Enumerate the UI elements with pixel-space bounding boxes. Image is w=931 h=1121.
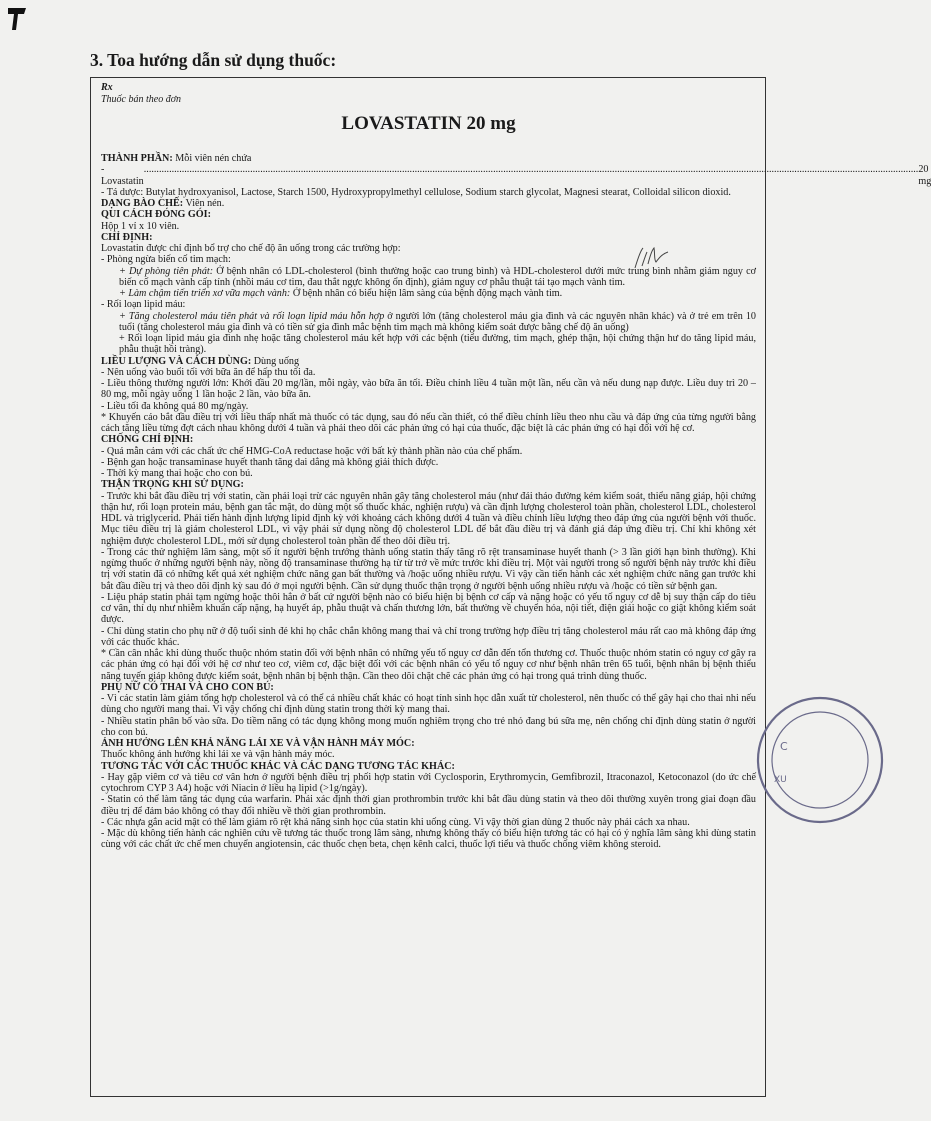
contraindications-heading: CHỐNG CHỈ ĐỊNH: bbox=[101, 434, 194, 446]
composition-heading-line bbox=[101, 153, 756, 164]
indications-intro: Lovastatin được chỉ định bổ trợ cho chế độ ăn uống trong các trường hợp: bbox=[101, 243, 401, 254]
interactions-line-2: - Statin có thể làm tăng tác dụng của warfarin. Phải xác định thời gian prothrombin trước khi bắt đầu dùng statin và theo dõi thường xuyên trong giai đoạn đầu điều trị để đảm bảo không có thay đổi nhiều về thời gian prothrombin. bbox=[101, 794, 756, 817]
precautions-para-4: - Chỉ dùng statin cho phụ nữ ở độ tuổi sinh đẻ khi họ chắc chắn không mang thai và chỉ trong trường hợp điều trị tăng cholesterol máu rất cao mà không đáp ứng với các thuốc khác. bbox=[101, 625, 756, 648]
contraindications-line-1: - Quá mẫn cảm với các chất ức chế HMG-CoA reductase hoặc với bất kỳ thành phần nào của chế phẩm. bbox=[101, 445, 523, 457]
packaging-value: Hộp 1 vỉ x 10 viên. bbox=[101, 220, 180, 232]
interactions-line-3: - Các nhựa gắn acid mật có thể làm giảm rõ rệt khả năng sinh học của statin khi uống cùng. Vì vậy thời gian dùng 2 thuốc này phải cách xa nhau. bbox=[101, 816, 690, 828]
rx-sublabel: Thuốc bán theo đơn bbox=[101, 94, 182, 105]
dosage-line-4: * Khuyến cáo bắt đầu điều trị với liều thấp nhất mà thuốc có tác dụng, sau đó nếu cần thiết, có thể điều chỉnh liều theo nhu cầu và đáp ứng của từng người bằng cách tăng liều từng đợt cách nhau không dưới 4 tuần và phải theo dõi các phản ứng có hại của thuốc, đặc biệt là các phản ứng có hại đối với hệ cơ. bbox=[101, 411, 756, 434]
leaflet-box bbox=[90, 77, 931, 1097]
precautions-para-5: * Cần cân nhắc khi dùng thuốc thuộc nhóm statin đối với bệnh nhân có những yếu tố nguy cơ dẫn đến tổn thương cơ. Thuốc thuộc nhóm statin có nguy cơ gây ra các phản ứng có hại đối với hệ cơ như teo cơ, viêm cơ, đặc biệt đối với các bệnh nhân có yếu tố nguy cơ như bệnh nhân trên 65 tuổi, bệnh nhân bị bệnh thiểu năng tuyến giáp không được kiểm soát, bệnh nhân bị bệnh thận. Cần theo dõi chặt chẽ các phản ứng có hại trong quá trình dùng thuốc. bbox=[101, 648, 756, 682]
indications-item1a-text: Ở bệnh nhân có LDL-cholesterol (bình thường hoặc cao trung bình) và HDL-cholesterol dưới mức trung bình nhằm giảm nguy cơ biến cố mạch vành cấp tính (nhồi máu cơ tim, đau thắt ngực không ổn định), giảm nguy cơ phẫu thuật tái tạo mạch vành tim. bbox=[119, 265, 756, 288]
driving-heading: ẢNH HƯỞNG LÊN KHẢ NĂNG LÁI XE VÀ VẬN HÀNH MÁY MÓC: bbox=[101, 738, 415, 749]
svg-text:XU: XU bbox=[774, 775, 787, 785]
precautions-para-1: - Trước khi bắt đầu điều trị với statin, cần phải loại trừ các nguyên nhân gây tăng cholesterol máu (như đái tháo đường kém kiểm soát, thiểu năng giáp, hội chứng thận hư, rối loạn protein máu, bệnh gan tắc mật, do dùng một số thuốc khác, nghiện rượu) và cần định lượng cholesterol toàn phần, cholesterol LDL, cholesterol HDL và triglycerid. Phải tiến hành định lượng lipid định kỳ với khoảng cách không dưới 4 tuần và điều chỉnh liều lượng theo đáp ứng của người bệnh với thuốc. Mục tiêu điều trị là giảm cholesterol LDL, vì vậy phải sử dụng nồng độ cholesterol LDL để bắt đầu điều trị và đánh giá đáp ứng điều trị. Chỉ khi không xét nghiệm được cholesterol LDL, mới sử dụng cholesterol toàn phần để theo dõi điều trị. bbox=[101, 490, 756, 547]
dosage-form-heading: DẠNG BÀO CHẾ: bbox=[101, 198, 184, 209]
rx-label: Rx bbox=[101, 82, 113, 93]
interactions-heading: TƯƠNG TÁC VỚI CÁC THUỐC KHÁC VÀ CÁC DẠNG TƯƠNG TÁC KHÁC: bbox=[101, 760, 455, 772]
contraindications-line-3: - Thời kỳ mang thai hoặc cho con bú. bbox=[101, 468, 253, 479]
dosage-heading-rest: Dùng uống bbox=[251, 355, 300, 367]
excipients-text: - Tá dược: Butylat hydroxyanisol, Lactose, Starch 1500, Hydroxypropylmethyl cellulose, Sodium starch glycolat, Magnesi stearat, Colloidal silicon dioxid. bbox=[101, 186, 731, 198]
dosage-heading: LIỀU LƯỢNG VÀ CÁCH DÙNG: bbox=[101, 355, 252, 367]
active-ingredient-line bbox=[101, 164, 931, 187]
active-ingredient-amount: 20 mg bbox=[918, 164, 931, 187]
contraindications-line-2: - Bệnh gan hoặc transaminase huyết thanh tăng dai dẳng mà không giải thích được. bbox=[101, 456, 439, 468]
indications-item1b bbox=[101, 288, 756, 299]
dosage-line-3: - Liều tối đa không quá 80 mg/ngày. bbox=[101, 400, 249, 412]
pregnancy-line-2: - Nhiều statin phân bố vào sữa. Do tiềm năng có tác dụng không mong muốn nghiêm trọng cho trẻ nhỏ đang bú sữa mẹ, nên chống chỉ định dùng statin ở người cho con bú. bbox=[101, 715, 756, 738]
handwritten-signature bbox=[632, 242, 672, 272]
dosage-heading-line bbox=[101, 356, 756, 367]
dosage-form-value: Viên nén. bbox=[183, 198, 225, 209]
indications-item2b: + Rối loạn lipid máu gia đình nhẹ hoặc tăng cholesterol máu kết hợp với các bệnh (tiểu đường, tim mạch, ghép thận, hội chứng thận hư do tăng lipid máu, phẫu thuật hồi tràng). bbox=[119, 333, 756, 356]
dosage-line-2: - Liều thông thường người lớn: Khởi đầu 20 mg/lần, mỗi ngày, vào bữa ăn tối. Điều chỉnh liều 4 tuần một lần, nếu cần và nếu dung nạp được. Liều duy trì 20 – 80 mg, mỗi ngày uống 1 lần hoặc 2 lần, vào bữa ăn. bbox=[101, 378, 756, 401]
indications-item2: - Rối loạn lipid máu: bbox=[101, 299, 186, 311]
precautions-para-3: - Liệu pháp statin phải tạm ngừng hoặc thôi hẳn ở bất cứ người bệnh nào có biểu hiện bị bệnh cơ cấp và nặng hoặc có yếu tố nguy cơ dễ bị suy thận cấp do tiêu cơ vân, thí dụ như nhiễm khuẩn cấp nặng, hạ huyết áp, phẫu thuật và chấn thương lớn, bất thường về chuyển hóa, nội tiết, điện giải hoặc co giật không kiểm soát được. bbox=[101, 591, 756, 626]
section-heading: 3. Toa hướng dẫn sử dụng thuốc: bbox=[90, 50, 337, 70]
svg-text:C: C bbox=[780, 740, 788, 753]
indications-item2a-label: + Tăng cholesterol máu tiên phát và rối loạn lipid máu hỗn hợp bbox=[119, 310, 385, 322]
composition-heading: THÀNH PHẦN: bbox=[101, 153, 173, 164]
precautions-para-2: - Trong các thử nghiệm lâm sàng, một số ít người bệnh trưởng thành uống statin thấy tăng rõ rệt transaminase huyết thanh (> 3 lần giới hạn bình thường). Khi ngừng thuốc ở những người bệnh này, nồng độ transaminase thường hạ từ từ trở về mức trước khi điều trị. Một vài người trong số người bệnh này trước khi điều trị với statin đã có những kết quả xét nghiệm chức năng gan bất thường và /hoặc uống nhiều rượu. Vì vậy cần tiến hành các xét nghiệm chức năng gan trước khi bắt đầu điều trị và theo dõi định kỳ sau đó ở mọi người bệnh. Cần sử dụng thuốc thận trọng ở người bệnh uống nhiều rượu và /hoặc có tiền sử bệnh gan. bbox=[101, 546, 756, 592]
product-title: LOVASTATIN 20 mg bbox=[341, 113, 516, 134]
dosage-form-line bbox=[101, 198, 756, 209]
official-stamp bbox=[750, 690, 830, 830]
corner-mark-icon bbox=[6, 6, 28, 32]
precautions-heading: THẬN TRỌNG KHI SỬ DỤNG: bbox=[101, 479, 244, 491]
indications-item1: - Phòng ngừa biến cố tim mạch: bbox=[101, 254, 231, 266]
pregnancy-heading: PHỤ NỮ CÓ THAI VÀ CHO CON BÚ: bbox=[101, 681, 274, 693]
leader-dots: .................................................................................................................................................................................................................................................................................................................. bbox=[143, 164, 919, 176]
indications-item1b-label: + Làm chậm tiến triển xơ vữa mạch vành: bbox=[119, 288, 291, 299]
composition-heading-rest: Mỗi viên nén chứa bbox=[172, 153, 252, 164]
indications-heading: CHỈ ĐỊNH: bbox=[101, 231, 153, 243]
dosage-line-1: - Nên uống vào buổi tối với bữa ăn để hấp thu tối đa. bbox=[101, 366, 316, 378]
indications-item2a-text: ở người lớn (tăng cholesterol máu gia đình và các nguyên nhân khác) và ở trẻ em trên 10 tuổi (tăng cholesterol máu gia đình và có tiền sử gia đình mắc bệnh tim mạch mà không kiểm soát được bằng chế độ ăn uống) bbox=[119, 310, 756, 333]
interactions-line-1: - Hay gặp viêm cơ và tiêu cơ vân hơn ở người bệnh điều trị phối hợp statin với Cyclosporin, Erythromycin, Gemfibrozil, Itraconazol, Ketoconazol (do ức chế cytochrom CYP 3 A4) hoặc với Niacin ở liều hạ lipid (>1g/ngày). bbox=[101, 771, 756, 794]
indications-item2a bbox=[101, 311, 756, 334]
indications-item1b-text: Ở bệnh nhân có biểu hiện lâm sàng của bệnh động mạch vành tim. bbox=[290, 288, 563, 299]
pregnancy-line-1: - Vì các statin làm giảm tổng hợp cholesterol và có thể cả nhiều chất khác có hoạt tính sinh học dẫn xuất từ cholesterol, nên thuốc có thể gây hại cho thai nhi nếu dùng cho người mang thai. Vì vậy chống chỉ định dùng statin trong thời kỳ mang thai. bbox=[101, 693, 756, 716]
packaging-heading: QUI CÁCH ĐÓNG GÓI: bbox=[101, 209, 211, 221]
interactions-line-4: - Mặc dù không tiến hành các nghiên cứu về tương tác thuốc trong lâm sàng, nhưng không thấy có biểu hiện tương tác có hại có ý nghĩa lâm sàng khi dùng statin cùng với các chất ức chế men chuyển angiotensin, các thuốc chẹn beta, chẹn kênh calci, thuốc lợi tiểu và thuốc chống viêm không steroid. bbox=[101, 828, 756, 851]
indications-item1a-label: + Dự phòng tiên phát: bbox=[119, 265, 214, 277]
driving-line-1: Thuốc không ảnh hưởng khi lái xe và vận hành máy móc. bbox=[101, 749, 335, 761]
active-ingredient-name: - Lovastatin bbox=[101, 164, 144, 187]
